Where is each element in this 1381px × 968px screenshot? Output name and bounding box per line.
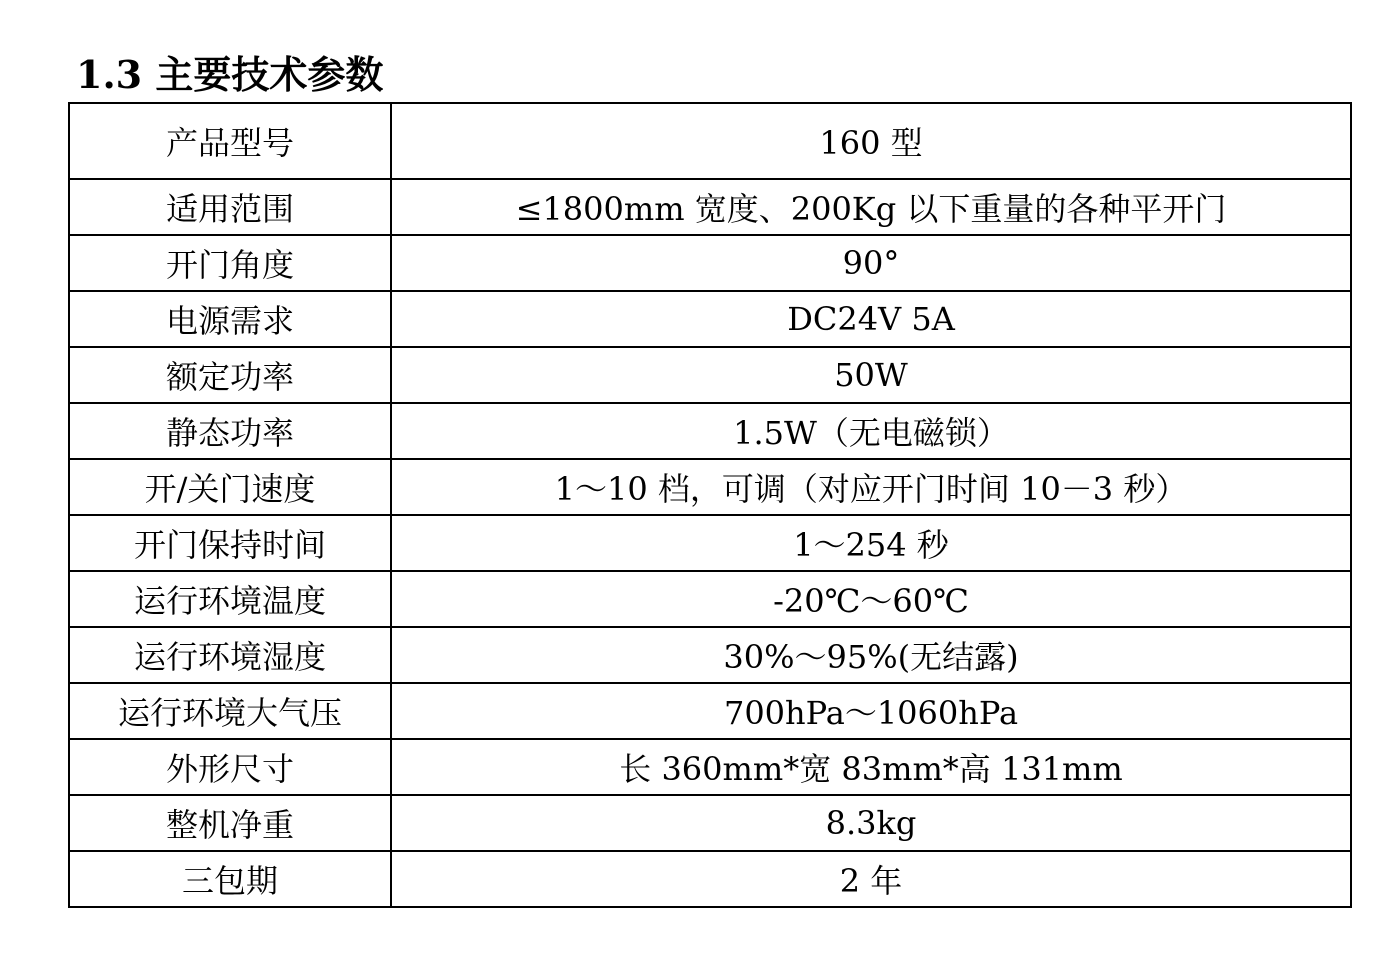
table-row (69, 571, 1351, 627)
table-row (69, 291, 1351, 347)
spec-label: 开门保持时间 (69, 515, 391, 571)
table-row (69, 459, 1351, 515)
spec-value: 长 360mm*宽 83mm*高 131mm (391, 739, 1351, 795)
spec-label: 运行环境温度 (69, 571, 391, 627)
spec-label: 电源需求 (69, 291, 391, 347)
section-title: 1.3 主要技术参数 (76, 52, 384, 97)
table-row (69, 627, 1351, 683)
spec-value: ≤1800mm 宽度、200Kg 以下重量的各种平开门 (391, 179, 1351, 235)
table-row (69, 179, 1351, 235)
spec-value: 90° (391, 235, 1351, 291)
spec-label: 运行环境湿度 (69, 627, 391, 683)
spec-value: DC24V 5A (391, 291, 1351, 347)
spec-label: 开/关门速度 (69, 459, 391, 515)
table-row (69, 683, 1351, 739)
spec-value: 1.5W（无电磁锁） (391, 403, 1351, 459)
spec-label: 运行环境大气压 (69, 683, 391, 739)
table-row (69, 739, 1351, 795)
spec-value: 2 年 (391, 851, 1351, 907)
table-row (69, 851, 1351, 907)
spec-value: 1～10 档，可调（对应开门时间 10－3 秒） (391, 459, 1351, 515)
spec-value: 8.3kg (391, 795, 1351, 851)
table-row (69, 515, 1351, 571)
table-row (69, 795, 1351, 851)
spec-label: 适用范围 (69, 179, 391, 235)
spec-label: 静态功率 (69, 403, 391, 459)
spec-value: 160 型 (391, 103, 1351, 179)
spec-value: 30%～95%(无结露) (391, 627, 1351, 683)
spec-label: 产品型号 (69, 103, 391, 179)
table-row (69, 103, 1351, 179)
spec-table (68, 102, 1352, 908)
spec-label: 开门角度 (69, 235, 391, 291)
spec-value: 700hPa～1060hPa (391, 683, 1351, 739)
table-row (69, 347, 1351, 403)
spec-value: 50W (391, 347, 1351, 403)
table-row (69, 403, 1351, 459)
table-row (69, 235, 1351, 291)
spec-label: 三包期 (69, 851, 391, 907)
spec-label: 外形尺寸 (69, 739, 391, 795)
spec-label: 整机净重 (69, 795, 391, 851)
spec-value: 1～254 秒 (391, 515, 1351, 571)
spec-value: -20℃～60℃ (391, 571, 1351, 627)
spec-label: 额定功率 (69, 347, 391, 403)
